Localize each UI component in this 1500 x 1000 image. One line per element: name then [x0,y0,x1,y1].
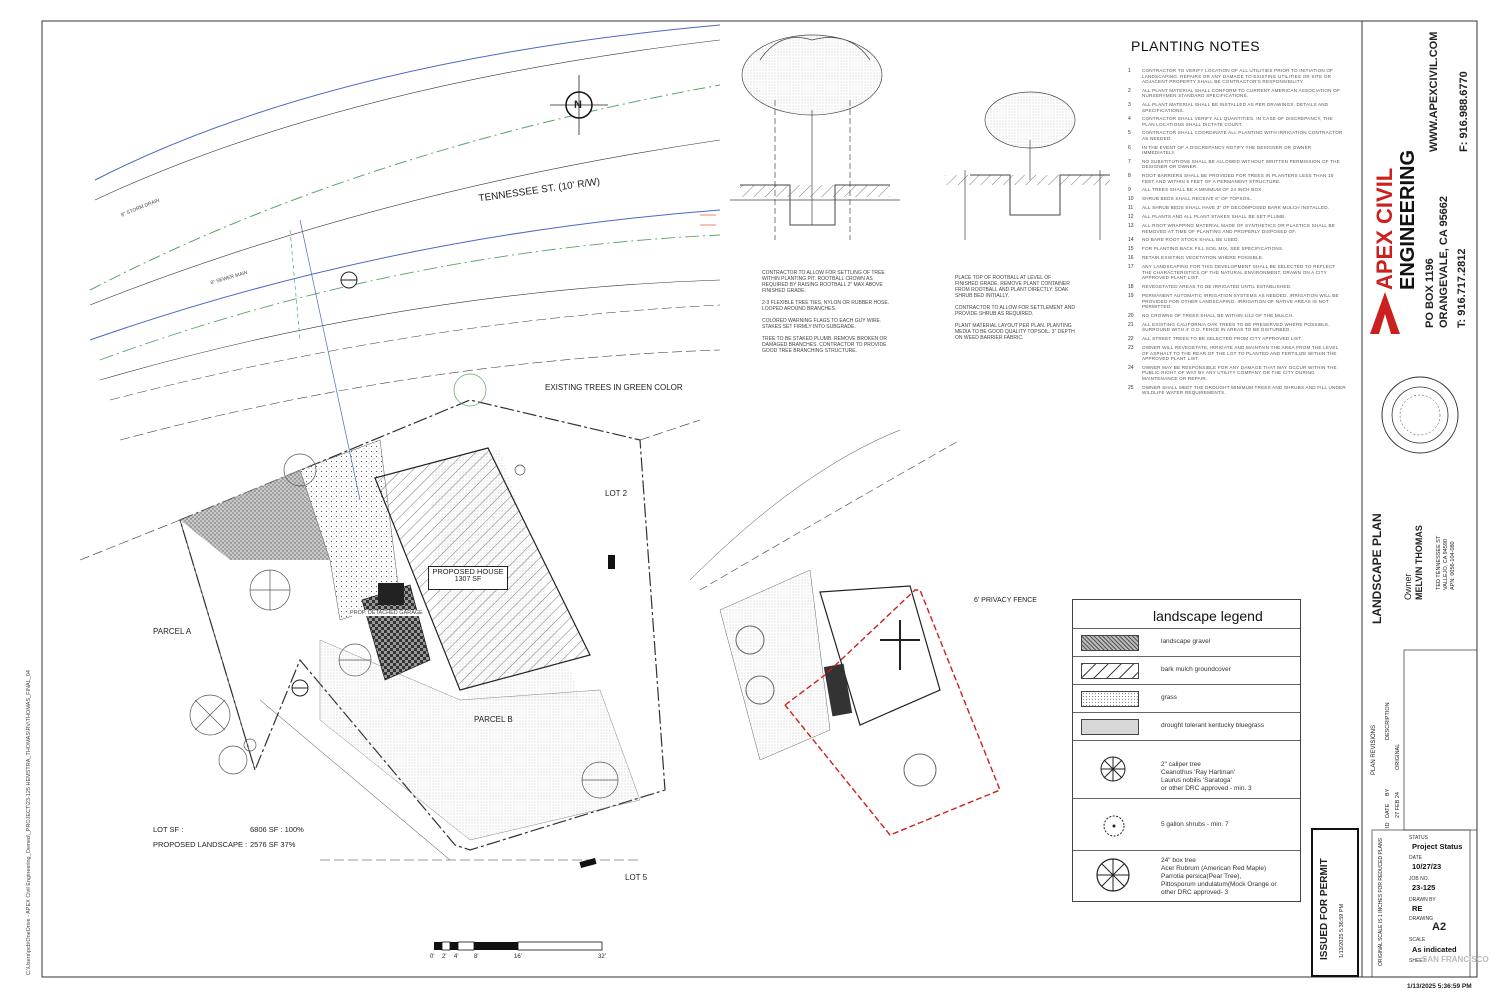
planting-note-text: CONTRACTOR SHALL VERIFY ALL QUANTITIES. IN CASE OF DISCREPANCY, THE PLAN LOCATIONS SHALL DICTATE COUNT. [1142,116,1333,127]
rev-col-by: BY [1385,788,1391,796]
planting-note [1128,145,1346,156]
planting-note [1128,322,1346,333]
planting-note-number: 20 [1128,312,1134,319]
planting-note-text: CONTRACTOR SHALL COORDINATE ALL PLANTING WITH IRRIGATION CONTRACTOR AS NEEDED. [1142,130,1343,141]
planting-note-number: 3 [1128,101,1131,108]
drawing-value: A2 [1432,921,1447,933]
planting-note-text: NO CROWNS OF TREES SHALL BE WITHIN 1/12 OF THE MULCH. [1142,312,1294,318]
planting-notes-title: PLANTING NOTES [1131,38,1261,54]
scale-tick: 4' [454,954,459,960]
legend-line: 24" box tree [1161,857,1196,864]
planting-note-text: PERMANENT AUTOMATIC IRRIGATION SYSTEMS AS NEEDED. IRRIGATION WILL BE PROVIDED FOR OTHER LANDSCAPING. IRRIGATION OF NATIVE AREAS IS NOT PERMITTED. [1142,293,1339,310]
watermark: SAN FRANCISCO [1422,955,1489,964]
tree-note: 2-3 FLEXIBLE TREE TIES, NYLON OR RUBBER HOSE. LOOPED AROUND BRANCHES. [762,300,890,312]
tree-note: TREE TO BE STAKED PLUMB. REMOVE BROKEN OR DAMAGED BRANCHES. CONTRACTOR TO PROVIDE GOOD TREE BRANCHING STRUCTURE. [762,336,888,354]
scale-tick: 2' [442,954,447,960]
file-path: C:\Users\pcb\OneDrive - APEX Civil Engineering_Owned\_PROJECT\23-125 HEMSTRA_THOMAS\RV\THOMAS_FINAL_04 [26,670,32,975]
legend-row-shrub [1073,798,1300,851]
planting-note-text: ALL PLANTS AND ALL PLANT STAKES SHALL BE SET PLUMB. [1142,214,1286,220]
firm-name [1372,168,1398,290]
drawn-label: DRAWN BY [1409,897,1436,903]
scale-tick: 0' [430,954,435,960]
parcel-b-label: PARCEL B [474,715,513,724]
sheet-label: SHEET [1409,958,1426,964]
planting-note-number: 16 [1128,255,1134,262]
shrub-planting-detail [945,92,1110,240]
planting-note [1128,313,1346,319]
original-scale-note: ORIGINAL SCALE IS 1 INCHES FOR REDUCED PLANS [1378,838,1384,966]
planting-note [1128,102,1346,113]
street-name: TENNESSEE ST. (10' R/W) [477,176,601,205]
planting-note-number: 4 [1128,116,1131,123]
north-letter: N [574,99,582,111]
planting-note-number: 17 [1128,264,1134,271]
planting-note-number: 8 [1128,172,1131,179]
job-label: JOB NO. [1409,876,1430,882]
planting-note [1128,336,1346,342]
planting-note-text: RETAIN EXISTING VEGETATION WHERE POSSIBLE. [1142,255,1264,261]
print-date: 1/13/2025 5:36:59 PM [1407,983,1472,990]
permit-stamp [1311,828,1359,977]
planting-note [1128,365,1346,382]
rev-col-id: ID [1385,822,1391,828]
owner-address-2: VALLEJO, CA 94590 [1443,539,1449,590]
legend-line: Acer Rubrum (American Red Maple) [1161,865,1267,872]
planting-note [1128,214,1346,220]
planting-note [1128,385,1346,396]
legend-label: 5 gallon shrubs - min. 7 [1161,821,1229,828]
planting-note-number: 25 [1128,384,1134,391]
planting-note-text: OWNER SHALL MEET THE DROUGHT MINIMUM TREES AND SHRUBS AND FILL UNDER WILDLIFE WATER REQUIREMENTS. [1142,384,1346,396]
planting-note [1128,223,1346,234]
planting-note [1128,68,1346,85]
caliper-tree-text [1161,761,1252,793]
planting-note [1128,345,1346,362]
bluegrass-swatch [1081,719,1139,735]
box-tree-text [1161,857,1277,897]
legend-row-box-tree [1073,850,1300,902]
privacy-fence-label: 6' PRIVACY FENCE [974,597,1037,604]
planting-note-number: 10 [1128,196,1134,203]
sewer-main-label: 8" SEWER MAIN [209,269,249,287]
planting-note-text: ANY LANDSCAPING FOR THIS DEVELOPMENT SHALL BE SELECTED TO REFLECT THE CHARACTERISTICS OF THE NATURAL ENVIRONMENT, DRAWN ON A CITY APPROVED PLANT LIST. [1142,264,1336,281]
planting-note-number: 19 [1128,293,1134,300]
planting-note [1128,196,1346,202]
planting-note-number: 7 [1128,158,1131,165]
planting-note [1128,173,1346,184]
planting-note-text: NO SUBSTITUTIONS SHALL BE ALLOWED WITHOUT WRITTEN PERMISSION OF THE DESIGNER OR OWNER. [1142,158,1340,170]
tree-note: CONTRACTOR TO ALLOW FOR SETTLING OF TREE WITHIN PLANTING PIT. ROOTBALL CROWN AS REQUIRED BY RAISING ROOTBALL 2" MAX ABOVE FINISHED GRADE. [762,270,885,294]
legend-line: or other DRC approved - min. 3 [1161,785,1252,792]
existing-trees-note: EXISTING TREES IN GREEN COLOR [545,383,683,392]
planting-note-number: 13 [1128,223,1134,230]
drawing-label: DRAWING [1409,916,1433,922]
revisions-title: PLAN REVISIONS [1371,724,1377,775]
scale-label: SCALE [1409,937,1426,943]
planting-note [1128,116,1346,127]
firm-fax: F: 916.988.6770 [1458,71,1470,152]
planting-note-number: 21 [1128,321,1134,328]
scale-bar-ticks [430,954,610,964]
planting-note-number: 11 [1128,205,1134,212]
parcel-a-label: PARCEL A [153,627,192,636]
planting-note [1128,205,1346,211]
lot-2-label: LOT 2 [605,489,628,498]
planting-note-text: OWNER WILL REVEGETATE, IRRIGATE AND MAINTAIN THE AREA FROM THE LEVEL OF ASPHALT TO THE REAR OF THE LOT TO PLANTED AND FERTILIZE WITHIN THE APPROVED PLANT LIST. [1142,345,1339,362]
scale-value: As indicated [1412,945,1457,954]
lot-sf-label: LOT SF : [153,825,184,834]
rev-col-description: DESCRIPTION [1385,702,1391,740]
grass-swatch [1081,691,1139,707]
status-label: STATUS [1409,835,1428,841]
legend-label: bark mulch groundcover [1161,666,1231,673]
planting-note [1128,159,1346,170]
house-label: PROPOSED HOUSE [432,567,504,576]
rev-row-date: 27 FEB 24 [1395,792,1401,818]
tree-detail-notes [762,270,890,354]
mulch-swatch [1081,663,1139,679]
planting-note-text: OWNER MAY BE RESPONSIBLE FOR ANY DAMAGE THAT MAY OCCUR WITHIN THE PUBLIC RIGHT OF WAY BY ANY UTILITY COMPANY OR THE CITY DURING MAINTENANCE OR REPAIR. [1142,364,1337,381]
planting-note-number: 6 [1128,144,1131,151]
apex-logo-icon [1368,290,1402,336]
owner-label: Owner [1403,573,1413,600]
box-tree-icon [1095,857,1131,893]
approval-seal-icon [1382,377,1458,453]
planting-note-text: ALL ROOT WRAPPING MATERIAL MADE OF SYNTHETICS OR PLASTICS SHALL BE REMOVED AT TIME OF PLANTING AND PROPERLY DISPOSED OF. [1142,223,1335,234]
planting-note-number: 5 [1128,130,1131,137]
scale-bar [434,942,602,950]
planting-note-text: ALL TREES SHALL BE A MINIMUM OF 24 INCH BOX. [1142,187,1263,193]
shrub-note: PLANT MATERIAL LAYOUT PER PLAN. PLANTING MEDIA TO BE GOOD QUALITY TOPSOIL. 3" DEPTH ON WEED BARRIER FABRIC. [955,323,1075,341]
shrub-note: PLACE TOP OF ROOTBALL AT LEVEL OF FINISHED GRADE. REMOVE PLANT CONTAINER FROM ROOTBALL AND PLANT DIRECTLY. SOAK SHRUB BED INITIALLY. [955,275,1070,299]
planting-note [1128,88,1346,99]
planting-note [1128,130,1346,141]
planting-note-text: CONTRACTOR TO VERIFY LOCATION OF ALL UTILITIES PRIOR TO INITIATION OF LANDSCAPING. REPAIRS OR ANY DAMAGE TO EXISTING UTILITIES OR SITE OR ADJACENT PROPERTY SHALL BE CONTRACTOR'S RESPONSIBILITY. [1142,68,1334,85]
permit-stamp-date: 1/13/2025 5:36:59 PM [1339,903,1345,958]
planting-note [1128,255,1346,261]
shrub-detail-notes [955,275,1075,341]
planting-note-number: 18 [1128,284,1134,291]
rev-row-description: ORIGINAL [1395,743,1401,770]
planting-note [1128,237,1346,243]
garage-label: PROP. DETACHED GARAGE [350,610,423,616]
planting-note-text: ALL PLANT MATERIAL SHALL CONFORM TO CURRENT AMERICAN ASSOCIATION OF NURSERYMEN STANDARD SPECIFICATIONS. [1142,87,1340,99]
lot-sf-value: 6806 SF : 100% [250,825,304,834]
planting-note-text: NO BARE ROOT STOCK SHALL BE USED. [1142,237,1240,243]
caliper-tree-icon [1099,755,1127,783]
planting-note [1128,246,1346,252]
firm-city: ORANGEVALE, CA 95662 [1438,195,1450,328]
fence-plan [690,430,1000,835]
firm-website: WWW.APEXCIVIL.COM [1428,31,1440,152]
planting-note-number: 24 [1128,364,1134,371]
legend-row-mulch [1073,656,1300,685]
firm-name-line-2: ENGINEERING [1397,149,1419,290]
landscape-legend [1072,599,1301,902]
firm-tel: T: 916.717.2812 [1456,248,1468,328]
lot-5-label: LOT 5 [625,873,648,882]
planting-note-number: 2 [1128,87,1131,94]
legend-row-caliper-tree [1073,740,1300,799]
scale-tick: 32' [598,954,606,960]
house-label-box [428,566,508,590]
sheet-title: LANDSCAPE PLAN [1370,513,1384,624]
owner-name: MELVIN THOMAS [1414,525,1424,600]
planting-note [1128,264,1346,281]
legend-label: drought tolerant kentucky bluegrass [1161,722,1264,729]
planting-note-number: 14 [1128,237,1134,244]
legend-label: grass [1161,694,1177,701]
shrub-icon [1101,813,1127,839]
scale-tick: 8' [474,954,479,960]
planting-note-text: SHRUB BEDS SHALL RECEIVE 6" OF TOPSOIL. [1142,196,1253,202]
planting-note-number: 1 [1128,68,1131,74]
tree-planting-detail [730,35,900,240]
planting-note [1128,284,1346,290]
owner-address-1: TED TENNESSEE ST [1436,535,1442,590]
planting-note-text: FOR PLANTING BACK FILL SOIL MIX, SEE SPECIFICATIONS. [1142,246,1284,252]
planting-note-number: 15 [1128,246,1134,253]
legend-line: 2" caliper tree [1161,761,1201,768]
planting-note-text: ALL EXISTING CALIFORNIA OAK TREES TO BE PRESERVED WHERE POSSIBLE. SURROUND WITH 4' O.D. FENCE IN AREAS TO BE DISTURBED. [1142,321,1330,333]
legend-label: landscape gravel [1161,638,1211,645]
tree-note: COLORED WARNING FLAGS TO EACH GUY WIRE. STAKES SET FIRMLY INTO SUBGRADE. [762,318,882,330]
legend-line: other DRC approved- 3 [1161,889,1229,896]
legend-line: Ceanothus 'Ray Hartman' [1161,769,1236,776]
house-area: 1307 SF [454,576,482,583]
planting-note-text: ROOT BARRIERS SHALL BE PROVIDED FOR TREES IN PLANTERS LESS THAN 10 FEET AND WITHIN 5 FEET OF A PERMANENT STRUCTURE. [1142,172,1334,184]
planting-note [1128,187,1346,193]
storm-drain-label: 8" STORM DRAIN [120,197,161,219]
scale-tick: 16' [514,954,522,960]
job-value: 23-125 [1412,883,1436,892]
shrub-note: CONTRACTOR TO ALLOW FOR SETTLEMENT AND PROVIDE SHRUB AS REQUIRED. [955,305,1075,317]
date-value: 10/27/23 [1412,862,1442,871]
firm-po-box: PO BOX 1196 [1424,258,1436,328]
planting-note-text: ALL SHRUB BEDS SHALL HAVE 3" OF DECOMPOSED BARK MULCH INSTALLED. [1142,205,1330,211]
status-value: Project Status [1412,842,1463,851]
planting-note-number: 22 [1128,336,1134,343]
legend-line: Pittosporum undulatum(Mock Orange or [1161,881,1277,888]
planting-notes-list [1128,68,1346,399]
firm-name-line-1: APEX CIVIL [1372,167,1397,290]
planting-note-text: REVEGETATED AREAS TO BE IRRIGATED UNTIL ESTABLISHED. [1142,284,1292,290]
legend-row-gravel [1073,628,1300,657]
owner-apn: APN: 0056-104-080 [1450,541,1456,590]
planting-note-text: IN THE EVENT OF A DISCREPANCY NOTIFY THE DESIGNER OR OWNER IMMEDIATELY. [1142,144,1312,156]
planting-note [1128,293,1346,310]
gravel-swatch [1081,635,1139,651]
legend-row-grass [1073,684,1300,713]
planting-note-text: ALL STREET TREES TO BE SELECTED FROM CITY APPROVED LIST. [1142,336,1303,342]
rev-col-date: DATE [1385,803,1391,818]
street-lines [90,25,720,500]
legend-line: Parrotia persica(Pear Tree), [1161,873,1242,880]
planting-note-number: 9 [1128,187,1131,194]
permit-stamp-text: ISSUED FOR PERMIT [1319,858,1330,960]
planting-note-number: 12 [1128,214,1134,221]
landscape-value: 2576 SF 37% [250,840,296,849]
planting-note-number: 23 [1128,345,1134,352]
legend-row-bluegrass [1073,712,1300,741]
legend-title: landscape legend [1153,608,1263,624]
date-label: DATE [1409,855,1422,861]
drawn-value: RE [1412,904,1423,913]
landscape-label: PROPOSED LANDSCAPE : [153,840,248,849]
firm-name-2-wrap [1397,150,1420,290]
planting-note-text: ALL PLANT MATERIAL SHALL BE INSTALLED AS PER DRAWINGS, DETAILS AND SPECIFICATIONS. [1142,101,1329,113]
legend-line: Laurus nobilis 'Saratoga' [1161,777,1232,784]
